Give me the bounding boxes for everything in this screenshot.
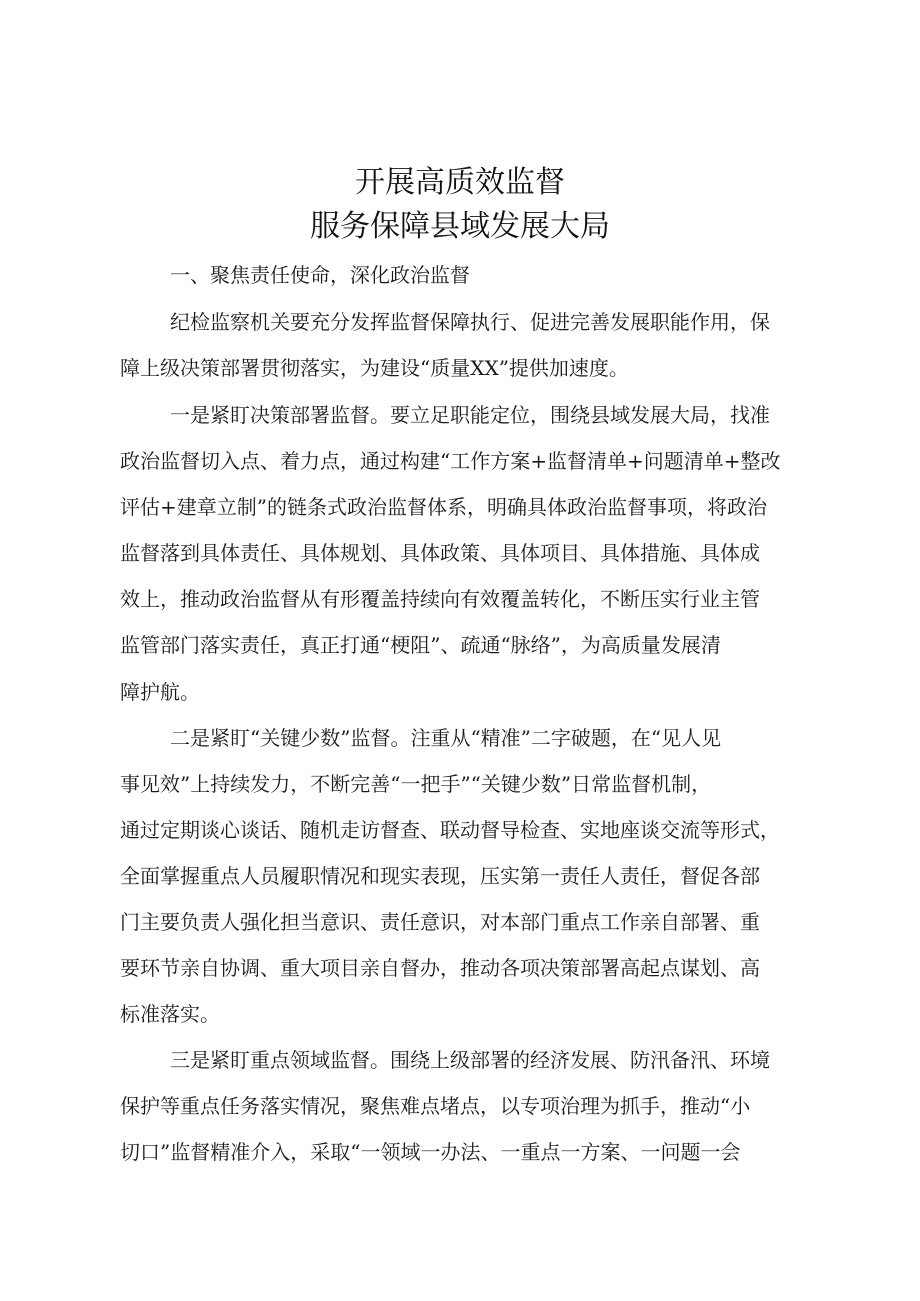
paragraph-line: 事见效”上持续发力，不断完善“一把手”“关键少数”日常监督机制， [120,772,712,796]
paragraph-line: 三是紧盯重点领域监督。围绕上级部署的经济发展、防汛备汛、环境 [170,1048,770,1072]
section-heading: 一、聚焦责任使命，深化政治监督 [170,263,470,287]
paragraph-line: 障护航。 [120,680,200,704]
paragraph-line: 二是紧盯“关键少数”监督。注重从“精准”二字破题，在“见人见 [170,726,722,750]
paragraph-line: 要环节亲自协调、重大项目亲自督办，推动各项决策部署高起点谋划、高 [120,956,760,980]
paragraph-line: 纪检监察机关要充分发挥监督保障执行、促进完善发展职能作用，保 [170,310,770,334]
paragraph-line: 评估+建章立制”的链条式政治监督体系，明确具体政治监督事项，将政治 [120,495,767,519]
paragraph-line: 政治监督切入点、着力点，通过构建“工作方案+监督清单+问题清单+整改 [120,449,781,473]
paragraph-line: 保护等重点任务落实情况，聚焦难点堵点，以专项治理为抓手，推动“小 [120,1094,751,1118]
document-title-line-2: 服务保障县域发展大局 [310,209,610,244]
paragraph-line: 障上级决策部署贯彻落实，为建设“质量XX”提供加速度。 [120,356,629,380]
paragraph-line: 通过定期谈心谈话、随机走访督查、联动督导检查、实地座谈交流等形式， [120,818,780,842]
paragraph-line: 效上，推动政治监督从有形覆盖持续向有效覆盖转化，不断压实行业主管 [120,587,760,611]
paragraph-line: 全面掌握重点人员履职情况和现实表现，压实第一责任人责任，督促各部 [120,864,760,888]
paragraph-line: 门主要负责人强化担当意识、责任意识，对本部门重点工作亲自部署、重 [120,910,760,934]
paragraph-line: 切口”监督精准介入，采取“一领域一办法、一重点一方案、一问题一会 [120,1140,741,1164]
paragraph-line: 监督落到具体责任、具体规划、具体政策、具体项目、具体措施、具体成 [120,541,760,565]
document-title-line-1: 开展高质效监督 [355,165,565,200]
paragraph-line: 标准落实。 [120,1002,220,1026]
paragraph-line: 一是紧盯决策部署监督。要立足职能定位，围绕县域发展大局，找准 [170,403,770,427]
paragraph-line: 监管部门落实责任，真正打通“梗阻”、疏通“脉络”，为高质量发展清 [120,633,721,657]
